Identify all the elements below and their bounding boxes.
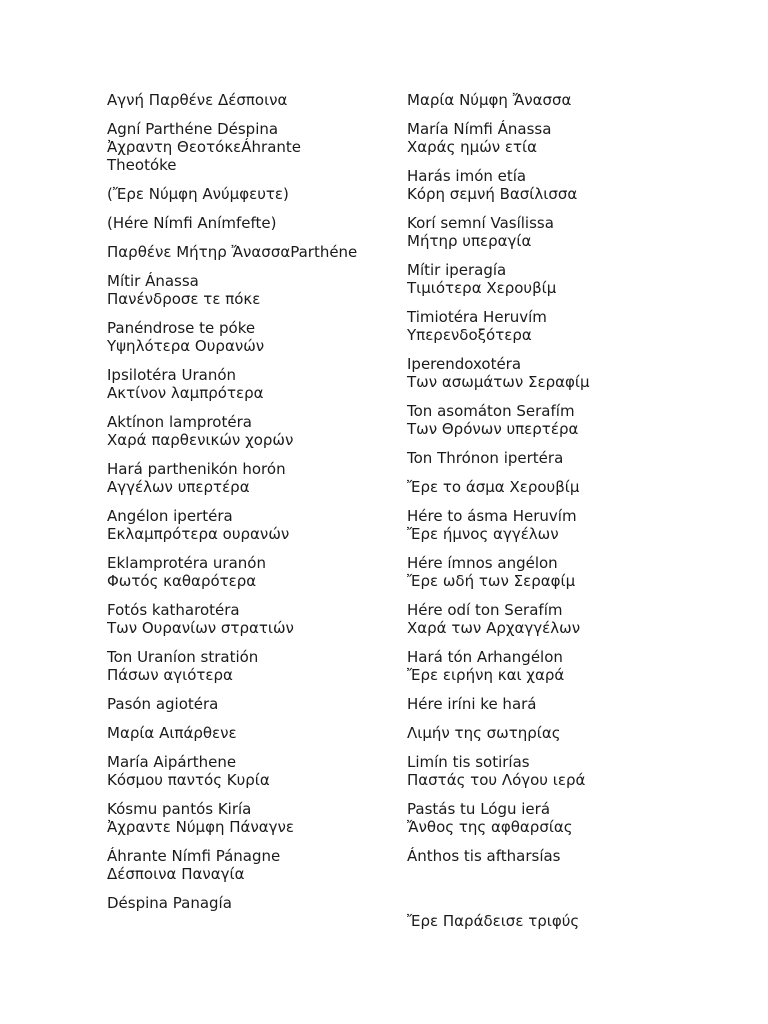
text-line: Λιμήν της σωτηρίας [407,724,561,742]
text-paragraph [107,243,407,261]
text-paragraph [407,308,707,344]
text-paragraph [107,507,407,543]
text-line: María Nímfi Ánassa [407,120,552,138]
text-paragraph [107,366,407,402]
text-paragraph [407,648,707,684]
text-line: Iperendoxotéra [407,355,522,373]
text-line: Pastás tu Lógu ierá [407,800,551,818]
text-line: Ἔρε το άσμα Χερουβίμ [407,478,580,496]
text-line: Eklamprotéra uranón [107,554,266,572]
text-paragraph [107,91,407,109]
text-line: Harás imón etía [407,167,527,185]
text-paragraph [107,460,407,496]
text-paragraph [407,261,707,297]
text-paragraph [107,319,407,355]
text-paragraph [407,478,707,496]
text-line: Hére iríni ke hará [407,695,537,713]
text-line: Πανένδροσε τε πόκε [107,290,261,308]
text-line: Ἀχραντε Νύμφη Πάναγνε [107,818,295,836]
text-line: Ἔρε Παράδεισε τριφύς [407,912,580,930]
text-paragraph [407,695,707,713]
text-line: Korí semní Vasílissa [407,214,554,232]
text-line: Hará parthenikón horón [107,460,286,478]
text-line: María Aipárthene [107,753,237,771]
text-line: Pasón agiotéra [107,695,219,713]
text-line: Των ασωμάτων Σεραφίμ [407,373,590,391]
text-line: Μαρία Νύμφη Ἄνασσα [407,91,572,109]
text-line: Hére to ásma Heruvím [407,507,577,525]
text-paragraph [407,120,707,156]
text-paragraph [407,847,707,865]
text-line: Ἔρε ειρήνη και χαρά [407,666,565,684]
text-paragraph [407,355,707,391]
text-line: Των Θρόνων υπερτέρα [407,420,579,438]
text-paragraph [107,554,407,590]
text-paragraph [107,272,407,308]
text-line: Mítir iperagía [407,261,507,279]
text-line: Παρθένε Μήτηρ ἌνασσαParthéne [107,243,358,261]
text-line: Ánthos tis aftharsías [407,847,561,865]
text-line: Ἔρε ωδή των Σεραφίμ [407,572,576,590]
text-line: Hará tón Arhangélon [407,648,563,666]
text-line: Υπερενδοξότερα [407,326,532,344]
text-line: Hére ímnos angélon [407,554,558,572]
text-line: Κόρη σεμνή Βασίλισσα [407,185,578,203]
text-paragraph [107,601,407,637]
text-line: Panéndrose te póke [107,319,256,337]
text-paragraph [107,847,407,883]
text-line: Χαράς ημών ετία [407,138,538,156]
text-paragraph [107,214,407,232]
text-line: Δέσποινα Παναγία [107,865,245,883]
text-paragraph [407,800,707,836]
text-line: Ἔρε ήμνος αγγέλων [407,525,559,543]
text-line: Ton Uraníon stratión [107,648,259,666]
text-line: Αγνή Παρθένε Δέσποινα [107,91,288,109]
text-line: Fotós katharotéra [107,601,240,619]
text-line: Μήτηρ υπεραγία [407,232,532,250]
text-line: Ἄνθος της αφθαρσίας [407,818,573,836]
text-line: Hére odí ton Serafím [407,601,563,619]
text-paragraph [407,601,707,637]
text-line: Των Ουρανίων στρατιών [107,619,294,637]
text-paragraph [107,800,407,836]
text-line: Áhrante Nímfi Pánagne [107,847,281,865]
text-line: Ton Thrónon ipertéra [407,449,564,467]
text-line: Μαρία Αιπάρθενε [107,724,237,742]
text-paragraph [107,648,407,684]
text-paragraph [107,695,407,713]
text-paragraph [407,402,707,438]
text-line: Χαρά παρθενικών χορών [107,431,294,449]
text-paragraph [407,912,707,930]
left-column [107,91,407,923]
text-line: Kósmu pantós Kiría [107,800,252,818]
text-paragraph [407,214,707,250]
text-line: (Ἔρε Νύμφη Ανύμφευτε) [107,185,289,203]
text-line: Theotóke [107,156,177,174]
text-line: Πάσων αγιότερα [107,666,233,684]
text-line: Angélon ipertéra [107,507,233,525]
right-column [407,91,707,941]
text-paragraph [107,120,407,174]
text-line: Mítir Ánassa [107,272,199,290]
text-paragraph [407,554,707,590]
text-paragraph [407,449,707,467]
text-paragraph [407,167,707,203]
text-line: Αγγέλων υπερτέρα [107,478,250,496]
text-line: Aktínon lamprotéra [107,413,252,431]
text-line: Κόσμου παντός Κυρία [107,771,270,789]
text-paragraph [407,724,707,742]
text-paragraph [107,753,407,789]
text-line: Ακτίνον λαμπρότερα [107,384,264,402]
text-line: Χαρά των Αρχαγγέλων [407,619,581,637]
text-line: Παστάς του Λόγου ιερά [407,771,586,789]
text-paragraph [407,91,707,109]
text-line: Ipsilotéra Uranón [107,366,237,384]
text-paragraph [107,185,407,203]
text-paragraph [107,724,407,742]
text-line: Ton asomáton Serafím [407,402,575,420]
text-paragraph [407,507,707,543]
text-line: Ἀχραντη ΘεοτόκεÁhrante [107,138,302,156]
text-line: (Hére Nímfi Anímfefte) [107,214,277,232]
text-line: Limín tis sotirías [407,753,530,771]
text-paragraph [407,753,707,789]
text-line: Υψηλότερα Ουρανών [107,337,265,355]
text-line: Agní Parthéne Déspina [107,120,279,138]
text-line: Τιμιότερα Χερουβίμ [407,279,557,297]
text-paragraph [107,894,407,912]
text-line: Déspina Panagía [107,894,232,912]
text-line: Εκλαμπρότερα ουρανών [107,525,290,543]
text-line: Timiotéra Heruvím [407,308,547,326]
text-paragraph [107,413,407,449]
text-line: Φωτός καθαρότερα [107,572,257,590]
